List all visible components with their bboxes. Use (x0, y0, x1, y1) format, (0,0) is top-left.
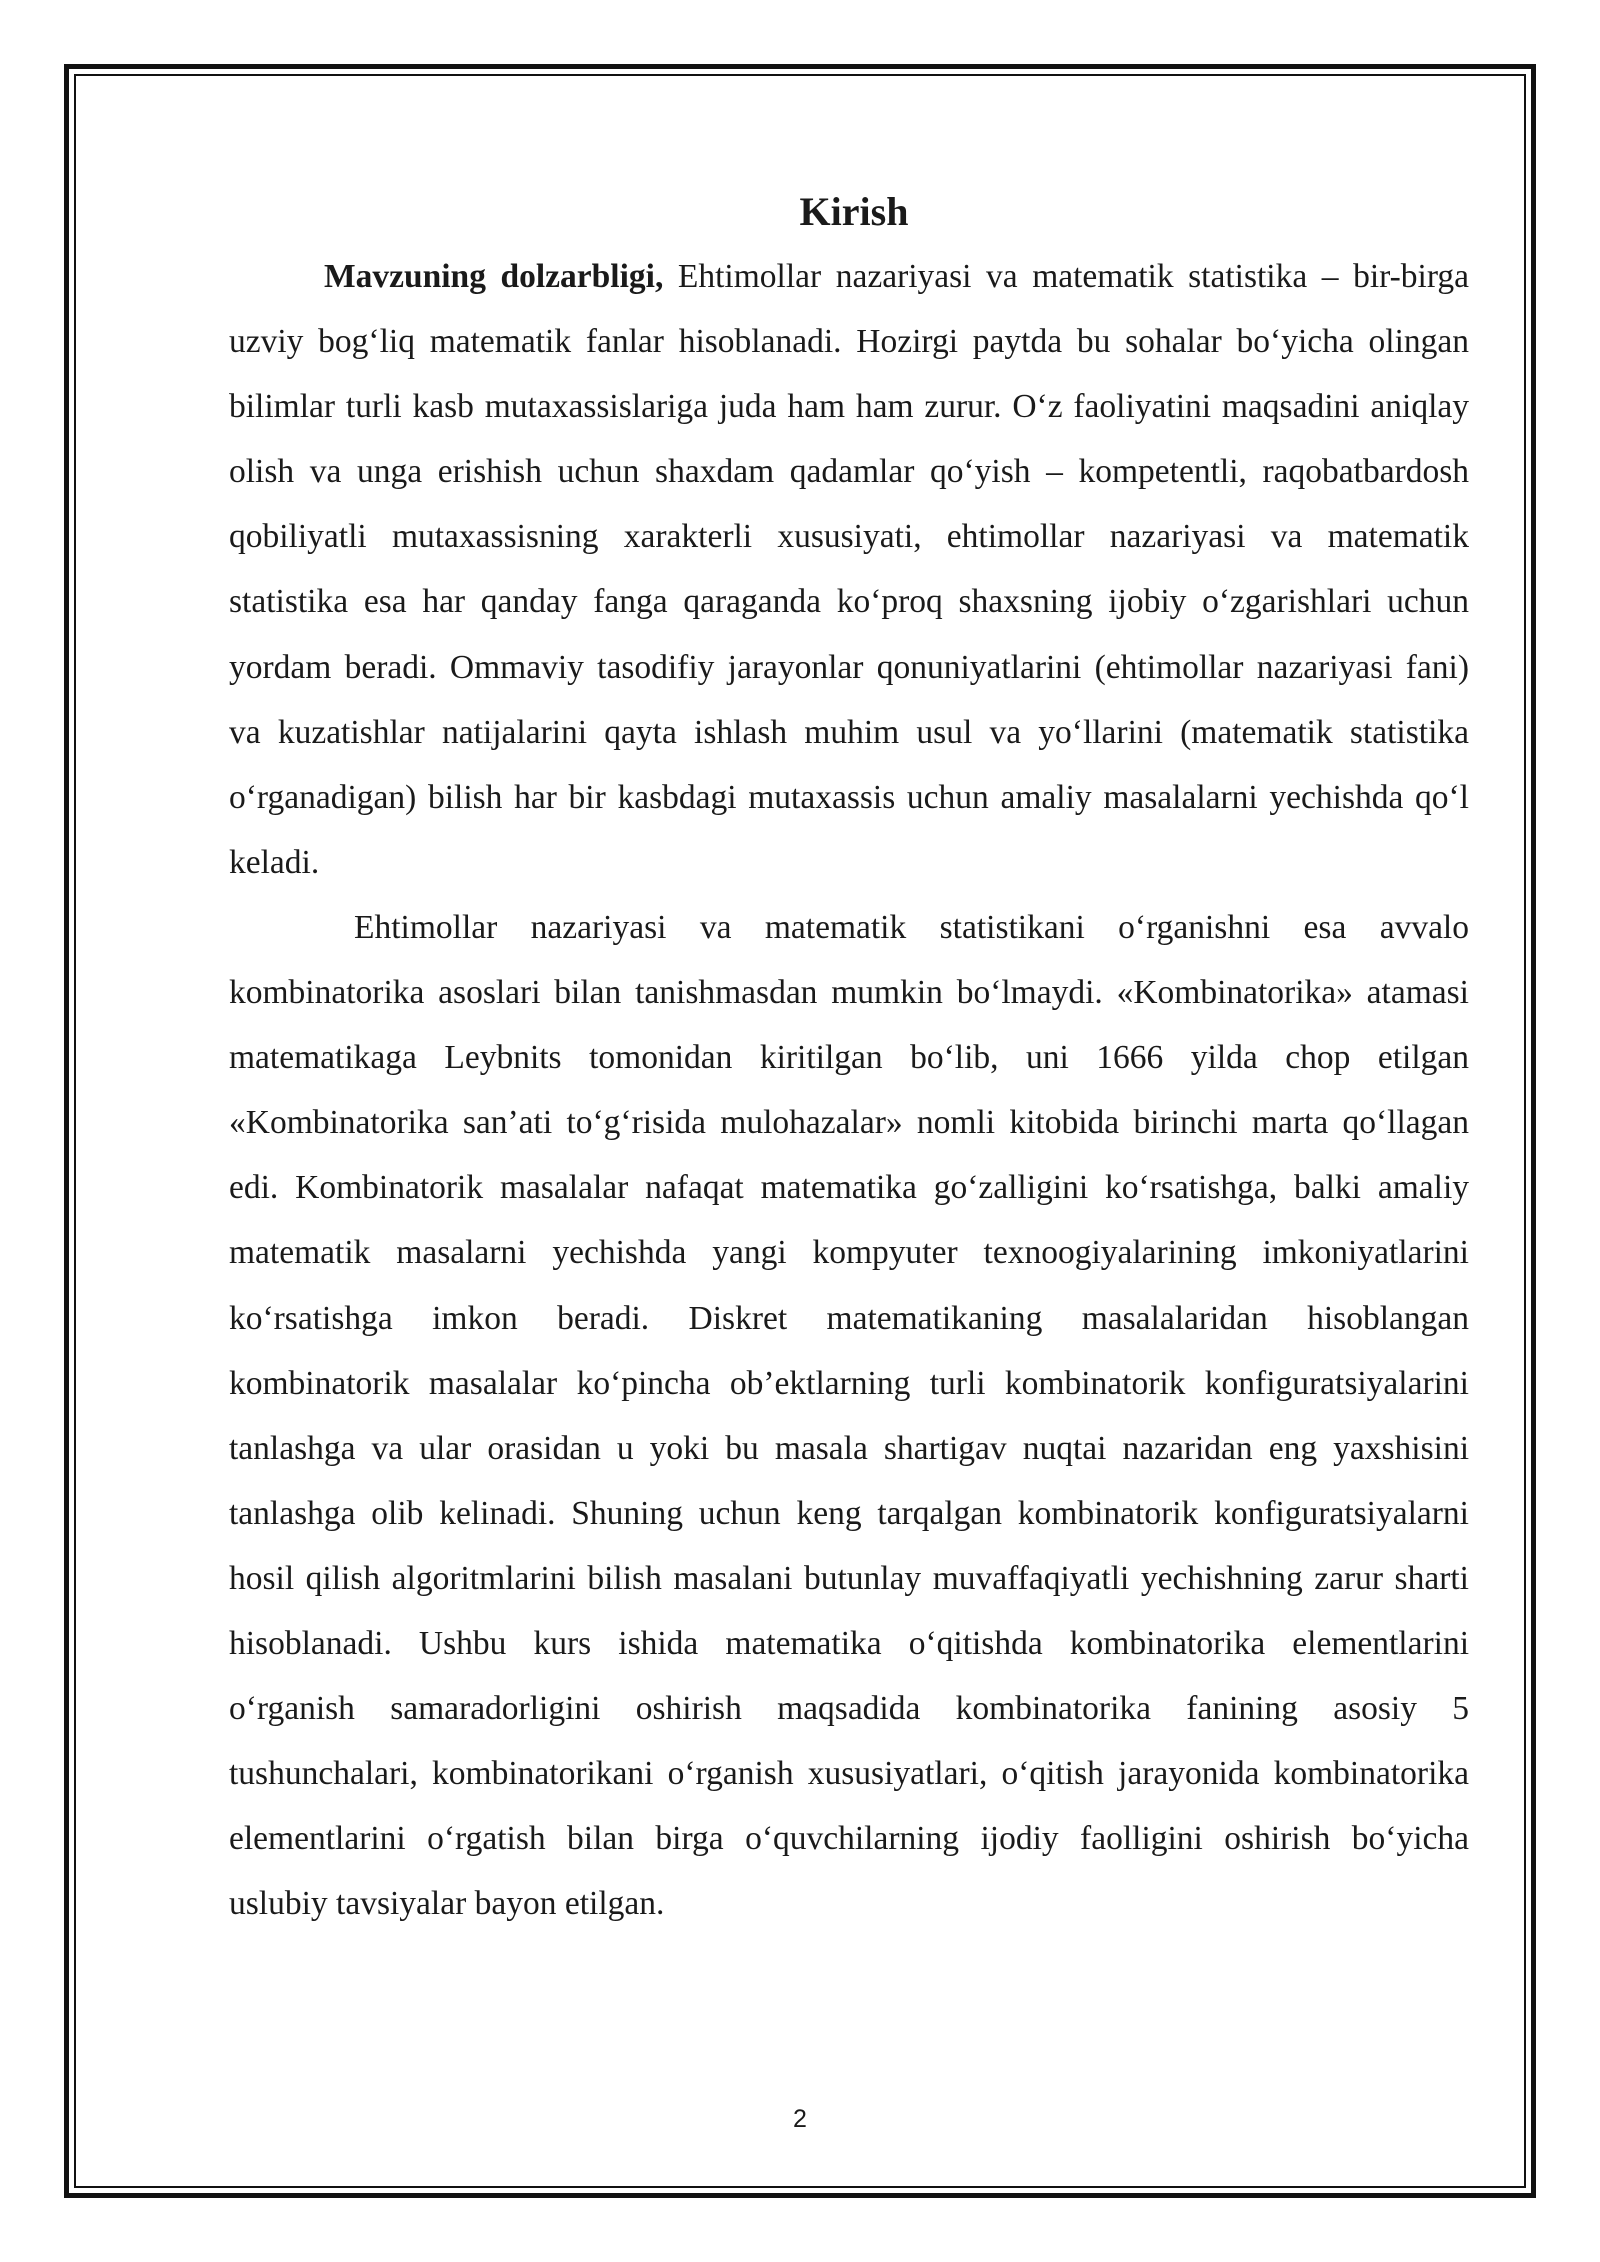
paragraph-relevance (229, 244, 1469, 895)
page-title: Kirish (799, 189, 909, 234)
page-number: 2 (793, 2105, 807, 2133)
paragraph-combinatorics: Ehtimollar nazariyasi va matematik statistikani o‘rganishni esa avvalo kombinatorika asoslari bilan tanishmasdan mumkin bo‘lmaydi. «Kombinatorika» atamasi matematikaga Leybnits tomonidan kiritilgan bo‘lib, uni 1666 yilda chop etilgan «Kombinatorika san’ati to‘g‘risida mulohazalar» nomli kitobida birinchi marta qo‘llagan edi. Kombinatorik masalalar nafaqat matematika go‘zalligini ko‘rsatishga, balki amaliy matematik masalarni yechishda yangi kompyuter texnoogiyalarining imkoniyatlarini ko‘rsatishga imkon beradi. Diskret matematikaning masalalaridan hisoblangan kombinatorik masalalar ko‘pincha ob’ektlarning turli kombinatorik konfiguratsiyalarini tanlashga va ular orasidan u yoki bu masala shartigav nuqtai nazaridan eng yaxshisini tanlashga olib kelinadi. Shuning uchun keng tarqalgan kombinatorik konfiguratsiyalarni hosil qilish algoritmlarini bilish masalani butunlay muvaffaqiyatli yechishning zarur sharti hisoblanadi. Ushbu kurs ishida matematika o‘qitishda kombinatorika elementlarini o‘rganish samaradorligini oshirish maqsadida kombinatorika fanining asosiy 5 tushunchalari, kombinatorikani o‘rganish xususiyatlari, o‘qitish jarayonida kombinatorika elementlarini o‘rgatish bilan birga o‘quvchilarning ijodiy faolligini oshirish bo‘yicha uslubiy tavsiyalar bayon etilgan. (229, 908, 1469, 1923)
document-body (229, 180, 1469, 1936)
paragraph-text: Ehtimollar nazariyasi va matematik statistika – bir-birga uzviy bog‘liq matematik fanlar hisoblanadi. Hozirgi paytda bu sohalar bo‘yicha olingan bilimlar turli kasb mutaxassislariga juda ham ham zurur. O‘z faoliyatini maqsadini aniqlay olish va unga erishish uchun shaxdam qadamlar qo‘yish – kompetentli, raqobatbardosh qobiliyatli mutaxassisning xarakterli xususiyati, ehtimollar nazariyasi va matematik statistika esa har qanday fanga qaraganda ko‘proq shaxsning ijobiy o‘zgarishlari uchun yordam beradi. Ommaviy tasodifiy jarayonlar qonuniyatlarini (ehtimollar nazariyasi fani) va kuzatishlar natijalarini qayta ishlash muhim usul va yo‘llarini (matematik statistika o‘rganadigan) bilish har bir kasbdagi mutaxassis uchun amaliy masalalarni yechishda qo‘l keladi. (229, 258, 1470, 881)
paragraph-lead: Mavzuning dolzarbligi, (324, 258, 664, 295)
